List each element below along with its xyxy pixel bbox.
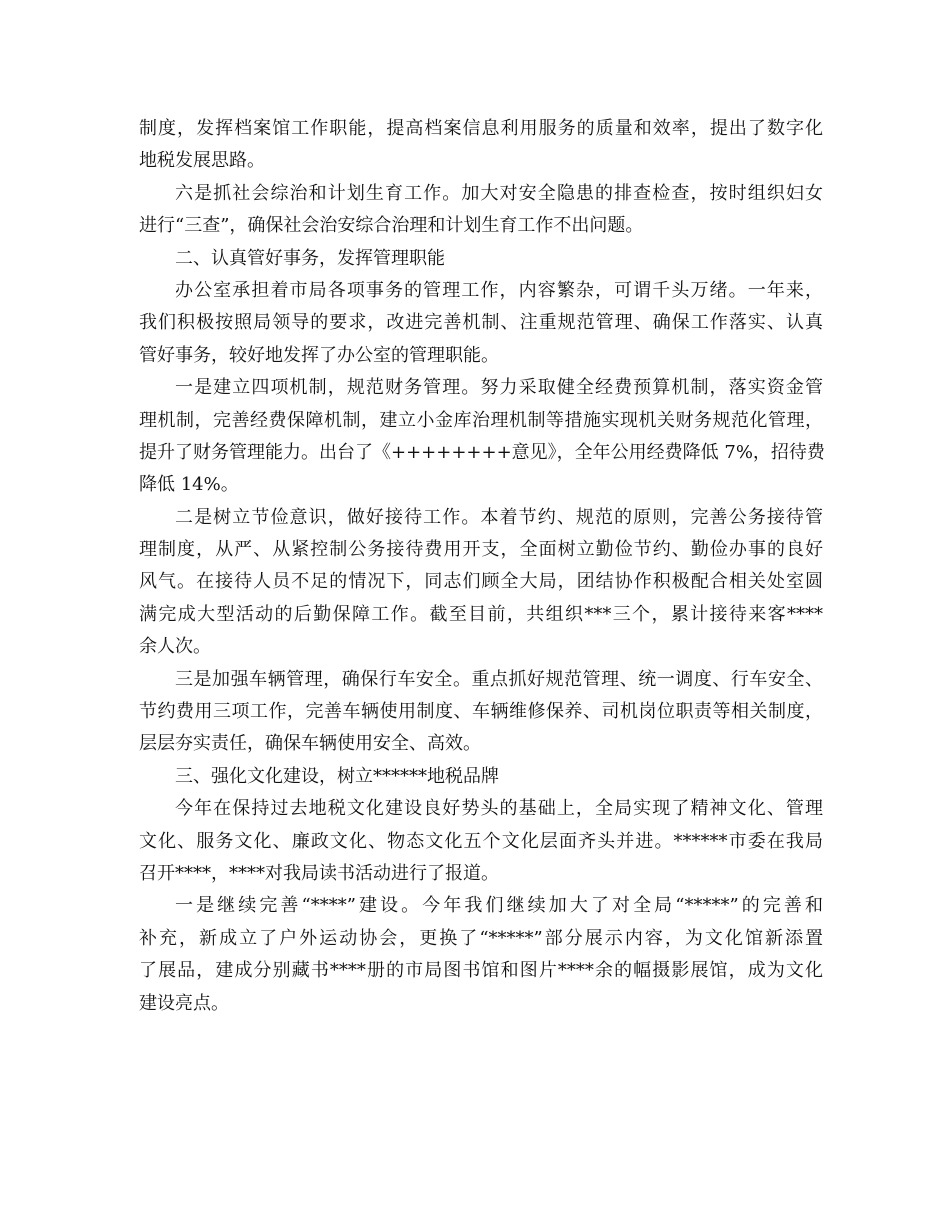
- text-line: 满完成大型活动的后勤保障工作。截至目前，共组织***三个，累计接待来客****: [139, 603, 823, 625]
- text-line: 制度，发挥档案馆工作职能，提高档案信息利用服务的质量和效率，提出了数字化: [139, 118, 823, 139]
- text-line: 地税发展思路。: [139, 150, 265, 172]
- text-line: 我们积极按照局领导的要求，改进完善机制、注重规范管理、确保工作落实、认真: [139, 312, 823, 334]
- text-line: 提升了财务管理能力。出台了《++++++++意见》，全年公用经费降低 7%，招待费: [139, 441, 825, 463]
- paragraph-first-line: 一是继续完善“****”建设。今年我们继续加大了对全局“*****”的完善和: [175, 895, 823, 917]
- text-line: 风气。在接待人员不足的情况下，同志们顾全大局，团结协作积极配合相关处室圆: [139, 571, 823, 593]
- paragraph-first-line: 二是树立节俭意识，做好接待工作。本着节约、规范的原则，完善公务接待管: [175, 506, 823, 528]
- text-line: 补充，新成立了户外运动协会，更换了“*****”部分展示内容，为文化馆新添置: [139, 927, 823, 949]
- paragraph-first-line: 今年在保持过去地税文化建设良好势头的基础上，全局实现了精神文化、管理: [175, 798, 823, 820]
- text-line: 建设亮点。: [139, 992, 229, 1014]
- text-line: 余人次。: [139, 636, 211, 658]
- text-line: 理机制，完善经费保障机制，建立小金库治理机制等措施实现机关财务规范化管理，: [139, 409, 823, 431]
- paragraph-first-line: 六是抓社会综治和计划生育工作。加大对安全隐患的排查检查，按时组织妇女: [175, 182, 823, 204]
- text-line: 进行“三查”，确保社会治安综合治理和计划生育工作不出问题。: [139, 215, 644, 237]
- text-line: 管好事务，较好地发挥了办公室的管理职能。: [139, 344, 499, 366]
- text-line: 降低 14%。: [139, 474, 239, 496]
- document-body: [139, 113, 823, 1020]
- text-line: 文化、服务文化、廉政文化、物态文化五个文化层面齐头并进。******市委在我局: [139, 830, 823, 852]
- text-line: 了展品，建成分别藏书****册的市局图书馆和图片****余的幅摄影展馆，成为文化: [139, 960, 823, 982]
- text-line: 层层夯实责任，确保车辆使用安全、高效。: [139, 733, 481, 755]
- paragraph-first-line: 一是建立四项机制，规范财务管理。努力采取健全经费预算机制，落实资金管: [175, 377, 823, 399]
- paragraph-first-line: 三是加强车辆管理，确保行车安全。重点抓好规范管理、统一调度、行车安全、: [175, 668, 823, 690]
- text-line: 召开****，****对我局读书活动进行了报道。: [139, 862, 499, 884]
- section-heading: 三、强化文化建设，树立******地税品牌: [175, 765, 499, 787]
- section-heading: 二、认真管好事务，发挥管理职能: [175, 247, 445, 269]
- text-line: 节约费用三项工作，完善车辆使用制度、车辆维修保养、司机岗位职责等相关制度，: [139, 701, 823, 723]
- text-line: 理制度，从严、从紧控制公务接待费用开支，全面树立勤俭节约、勤俭办事的良好: [139, 539, 823, 561]
- paragraph-first-line: 办公室承担着市局各项事务的管理工作，内容繁杂，可谓千头万绪。一年来，: [175, 279, 823, 301]
